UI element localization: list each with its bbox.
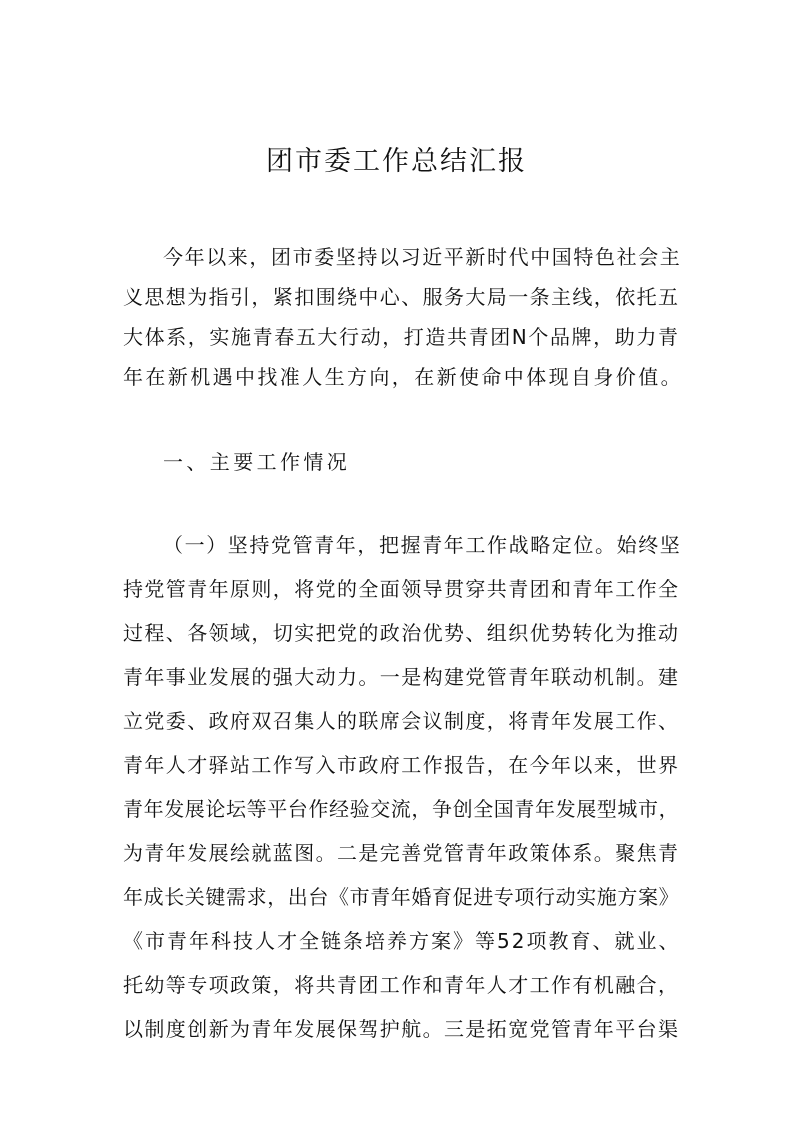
body-line: 托幼等专项政策，将共青团工作和青年人才工作有机融合，	[123, 973, 680, 997]
body-line: 年成长关键需求，出台《市青年婚育促进专项行动实施方案》	[123, 885, 680, 909]
body-line: 以制度创新为青年发展保驾护航。三是拓宽党管青年平台渠	[123, 1017, 680, 1041]
body-line: （一）坚持党管青年，把握青年工作战略定位。始终坚	[163, 533, 682, 557]
intro-line: 年在新机遇中找准人生方向，在新使命中体现自身价值。	[123, 365, 683, 389]
body-line: 持党管青年原则，将党的全面领导贯穿共青团和青年工作全	[123, 577, 680, 601]
body-line: 立党委、政府双召集人的联席会议制度，将青年发展工作、	[123, 709, 680, 733]
body-line: 青年发展论坛等平台作经验交流，争创全国青年发展型城市，	[123, 797, 680, 821]
body-line: 青年事业发展的强大动力。一是构建党管青年联动机制。建	[123, 665, 680, 689]
body-line: 青年人才驿站工作写入市政府工作报告，在今年以来，世界	[123, 753, 680, 777]
intro-line: 大体系，实施青春五大行动，打造共青团N个品牌，助力青	[123, 325, 680, 349]
section-heading: 一、主要工作情况	[163, 450, 351, 474]
body-line: 《市青年科技人才全链条培养方案》等52项教育、就业、	[123, 929, 681, 953]
intro-line: 义思想为指引，紧扣围绕中心、服务大局一条主线，依托五	[123, 285, 680, 309]
body-line: 过程、各领域，切实把党的政治优势、组织优势转化为推动	[123, 621, 680, 645]
document-title: 团市委工作总结汇报	[266, 146, 527, 178]
body-line: 为青年发展绘就蓝图。二是完善党管青年政策体系。聚焦青	[123, 841, 680, 865]
intro-line: 今年以来，团市委坚持以习近平新时代中国特色社会主	[163, 245, 682, 269]
